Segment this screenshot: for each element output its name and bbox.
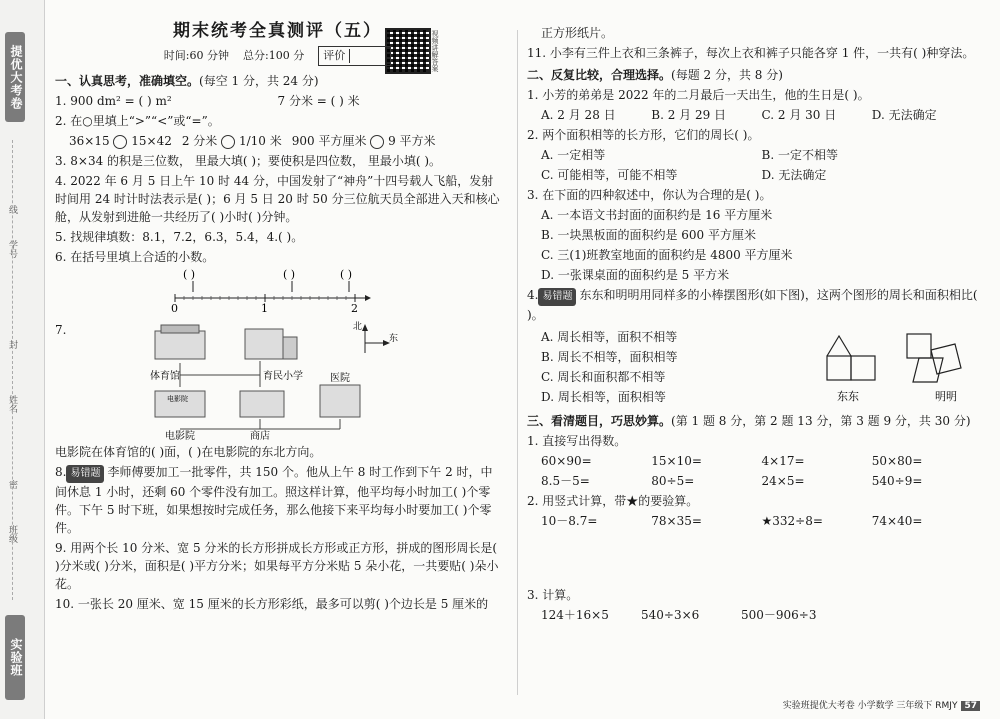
question-2: 2. 在○里填上“>”“<”或“=”。	[55, 114, 220, 128]
question-4: 4. 2022 年 6 月 5 日上午 10 时 44 分，中国发射了“神舟”十四号载人飞船，发射时间用 24 时计时法表示是( )；6 月 5 日 20 时 50 分三位航天员全部进入天和核心舱，从发射到进舱一共经历了( )小时( )分钟。	[55, 174, 500, 224]
label-store: 商店	[250, 431, 270, 442]
strip-label-id: 学号	[7, 240, 17, 258]
rating-label: 评价	[323, 49, 346, 62]
strip-label-name: 姓名	[7, 395, 17, 413]
option[interactable]: C. 周长和面积都不相等	[541, 370, 666, 384]
question-7: 7. 电影院 体育馆 育民小学 电影院 商店 医院 北 东	[55, 322, 399, 442]
compare-circle[interactable]	[370, 135, 384, 149]
choice-2-options-cd	[527, 166, 982, 184]
calc-1-row-1: 60×90= 15×10= 4×17= 50×80=	[541, 454, 923, 468]
label-cinema: 电影院	[165, 431, 195, 442]
question-11: 11. 小李有三件上衣和三条裤子，每次上衣和裤子只能各穿 1 件，一共有( )种穿法。	[527, 46, 975, 60]
blank-3: ( )	[340, 268, 353, 281]
choice-4-body	[527, 326, 982, 408]
q1-part-a: 1. 900 dm² = ( ) m²	[55, 94, 172, 108]
svg-text:北: 北	[353, 322, 363, 332]
question-9: 9. 用两个长 10 分米、宽 5 分米的长方形拼成长方形或正方形，拼成的图形周长是( )分米或( )分米，面积是( )平方分米；如果每平方分米贴 5 朵小花，一共要贴( )朵小花。	[55, 541, 499, 591]
choice-4: 4. 易错题 东东和明明用同样多的小棒摆图形(如下图)，这两个图形的周长和面积相比( )。	[527, 288, 978, 322]
brand-tag-bottom: 实验班	[5, 615, 25, 700]
work-space	[527, 532, 982, 584]
label-dongdong: 东东	[837, 390, 859, 403]
option[interactable]: A. 2 月 28 日	[541, 108, 616, 122]
column-divider	[517, 30, 518, 695]
question-10-cont: 正方形纸片。	[541, 26, 614, 40]
compare-circle[interactable]	[113, 135, 127, 149]
stick-figures	[807, 326, 977, 406]
option[interactable]: B. 2 月 29 日	[651, 108, 727, 122]
error-prone-tag: 易错题	[538, 288, 576, 306]
right-column	[527, 22, 982, 626]
compare-circle[interactable]	[221, 135, 235, 149]
blank-2: ( )	[283, 268, 296, 281]
svg-text:电影院: 电影院	[167, 395, 188, 403]
q2-items: 36×15 15×42 2 分米 1/10 米 900 平方厘米 9 平方米	[69, 134, 436, 148]
calc-3: 3. 计算。	[527, 588, 579, 602]
strip-label-seal: 封	[7, 340, 17, 349]
page-title: 期末统考全真测评（五）	[173, 21, 382, 41]
building-cinema-icon	[155, 391, 205, 417]
error-prone-tag: 易错题	[66, 465, 104, 483]
option[interactable]: C. 2 月 30 日	[761, 108, 837, 122]
brand-tag-top: 提优大考卷	[5, 32, 25, 122]
calc-2-row: 10－8.7= 78×35= ★332÷8= 74×40=	[541, 514, 923, 528]
building-hospital-icon	[320, 385, 360, 417]
label-gym: 体育馆	[150, 371, 180, 382]
direction-map	[95, 321, 399, 442]
exam-time: 时间:60 分钟	[163, 49, 229, 62]
choice-2: 2. 两个面积相等的长方形，它们的周长( )。	[527, 128, 760, 142]
option[interactable]: B. 一定不相等	[761, 148, 838, 162]
rating-box	[318, 46, 391, 66]
tick-2: 2	[351, 302, 358, 315]
question-5: 5. 找规律填数：8.1，7.2，6.3，5.4，4.( )。	[55, 230, 304, 244]
option[interactable]: D. 无法确定	[871, 108, 937, 122]
binding-strip	[0, 0, 45, 719]
label-school: 育民小学	[263, 371, 303, 382]
option[interactable]: A. 一本语文书封面的面积约是 16 平方厘米	[541, 208, 773, 222]
label-mingming: 明明	[935, 390, 957, 403]
svg-text:东: 东	[389, 334, 399, 344]
page-footer: 实验班提优大考卷 小学数学 三年级下 RMJY 57	[783, 698, 980, 711]
option[interactable]: D. 无法确定	[761, 168, 827, 182]
label-hospital: 医院	[330, 373, 350, 384]
calc-1-row-2: 8.5－5= 80÷5= 24×5= 540÷9=	[541, 474, 923, 488]
choice-1-options	[527, 106, 982, 124]
compass-icon	[353, 320, 398, 353]
option[interactable]: C. 三(1)班教室地面的面积约是 4800 平方厘米	[541, 248, 793, 262]
choice-1: 1. 小芳的弟弟是 2022 年的二月最后一天出生，他的生日是( )。	[527, 88, 870, 102]
choice-3: 3. 在下面的四种叙述中，你认为合理的是( )。	[527, 188, 772, 202]
question-8: 8. 易错题 李师傅要加工一批零件，共 150 个。他从上午 8 时工作到下午 2 时，中间休息 1 小时，还剩 60 个零件没有加工。照这样计算，他平均每小时加工( )个零件。下午 5 时下班，如果想按时完成任务，那么他接下来平均每小时要加工( )个零件。	[55, 465, 493, 535]
number-line	[55, 268, 500, 314]
option[interactable]: B. 周长不相等，面积相等	[541, 350, 678, 364]
blank-1: ( )	[183, 268, 196, 281]
option[interactable]: B. 一块黑板面的面积约是 600 平方厘米	[541, 228, 756, 242]
option[interactable]: C. 可能相等，可能不相等	[541, 168, 678, 182]
strip-label-secret: 密	[7, 480, 17, 489]
q1-part-b: 7 分米 = ( ) 米	[277, 94, 360, 108]
calc-2: 2. 用竖式计算，带★的要验算。	[527, 494, 699, 508]
option[interactable]: D. 周长相等，面积相等	[541, 390, 666, 404]
building-school-icon	[245, 329, 297, 359]
dongdong-figure	[827, 336, 875, 380]
strip-label-line: 线	[7, 205, 17, 214]
option[interactable]: D. 一张课桌面的面积约是 5 平方米	[541, 268, 730, 282]
option[interactable]: A. 一定相等	[541, 148, 606, 162]
strip-label-class: 班级	[7, 525, 17, 543]
cut-line	[12, 140, 13, 600]
option[interactable]: A. 周长相等，面积不相等	[541, 330, 678, 344]
calc-1: 1. 直接写出得数。	[527, 434, 627, 448]
building-gym-icon	[155, 325, 205, 359]
choice-2-options-ab	[527, 146, 982, 164]
tick-0: 0	[171, 302, 178, 315]
left-column	[55, 22, 500, 615]
section-2-title: 二、反复比较，合理选择。(每题 2 分，共 8 分)	[527, 68, 783, 82]
mingming-figure	[907, 334, 961, 382]
question-10: 10. 一张长 20 厘米、宽 15 厘米的长方形彩纸，最多可以剪( )个边长是 5 厘米的	[55, 597, 489, 611]
question-1	[55, 92, 500, 110]
question-3: 3. 8×34 的积是三位数， 里最大填( )；要使积是四位数， 里最小填( )。	[55, 154, 442, 168]
tick-1: 1	[261, 302, 268, 315]
question-6: 6. 在括号里填上合适的小数。	[55, 250, 215, 264]
calc-3-row: 124＋16×5 540÷3×6 500－906÷3	[541, 608, 817, 622]
exam-score: 总分:100 分	[243, 49, 305, 62]
qr-label: 视频讲解答案	[431, 30, 439, 72]
page-number: 57	[961, 701, 980, 711]
question-7-text: 电影院在体育馆的( )面，( )在电影院的东北方向。	[55, 445, 322, 459]
section-1-title: 一、认真思考，准确填空。(每空 1 分，共 24 分)	[55, 74, 319, 88]
building-store-icon	[240, 391, 284, 417]
exam-meta	[55, 46, 500, 66]
section-3-title: 三、看清题目，巧思妙算。(第 1 题 8 分，第 2 题 13 分，第 3 题 9 分，共 30 分)	[527, 414, 971, 428]
